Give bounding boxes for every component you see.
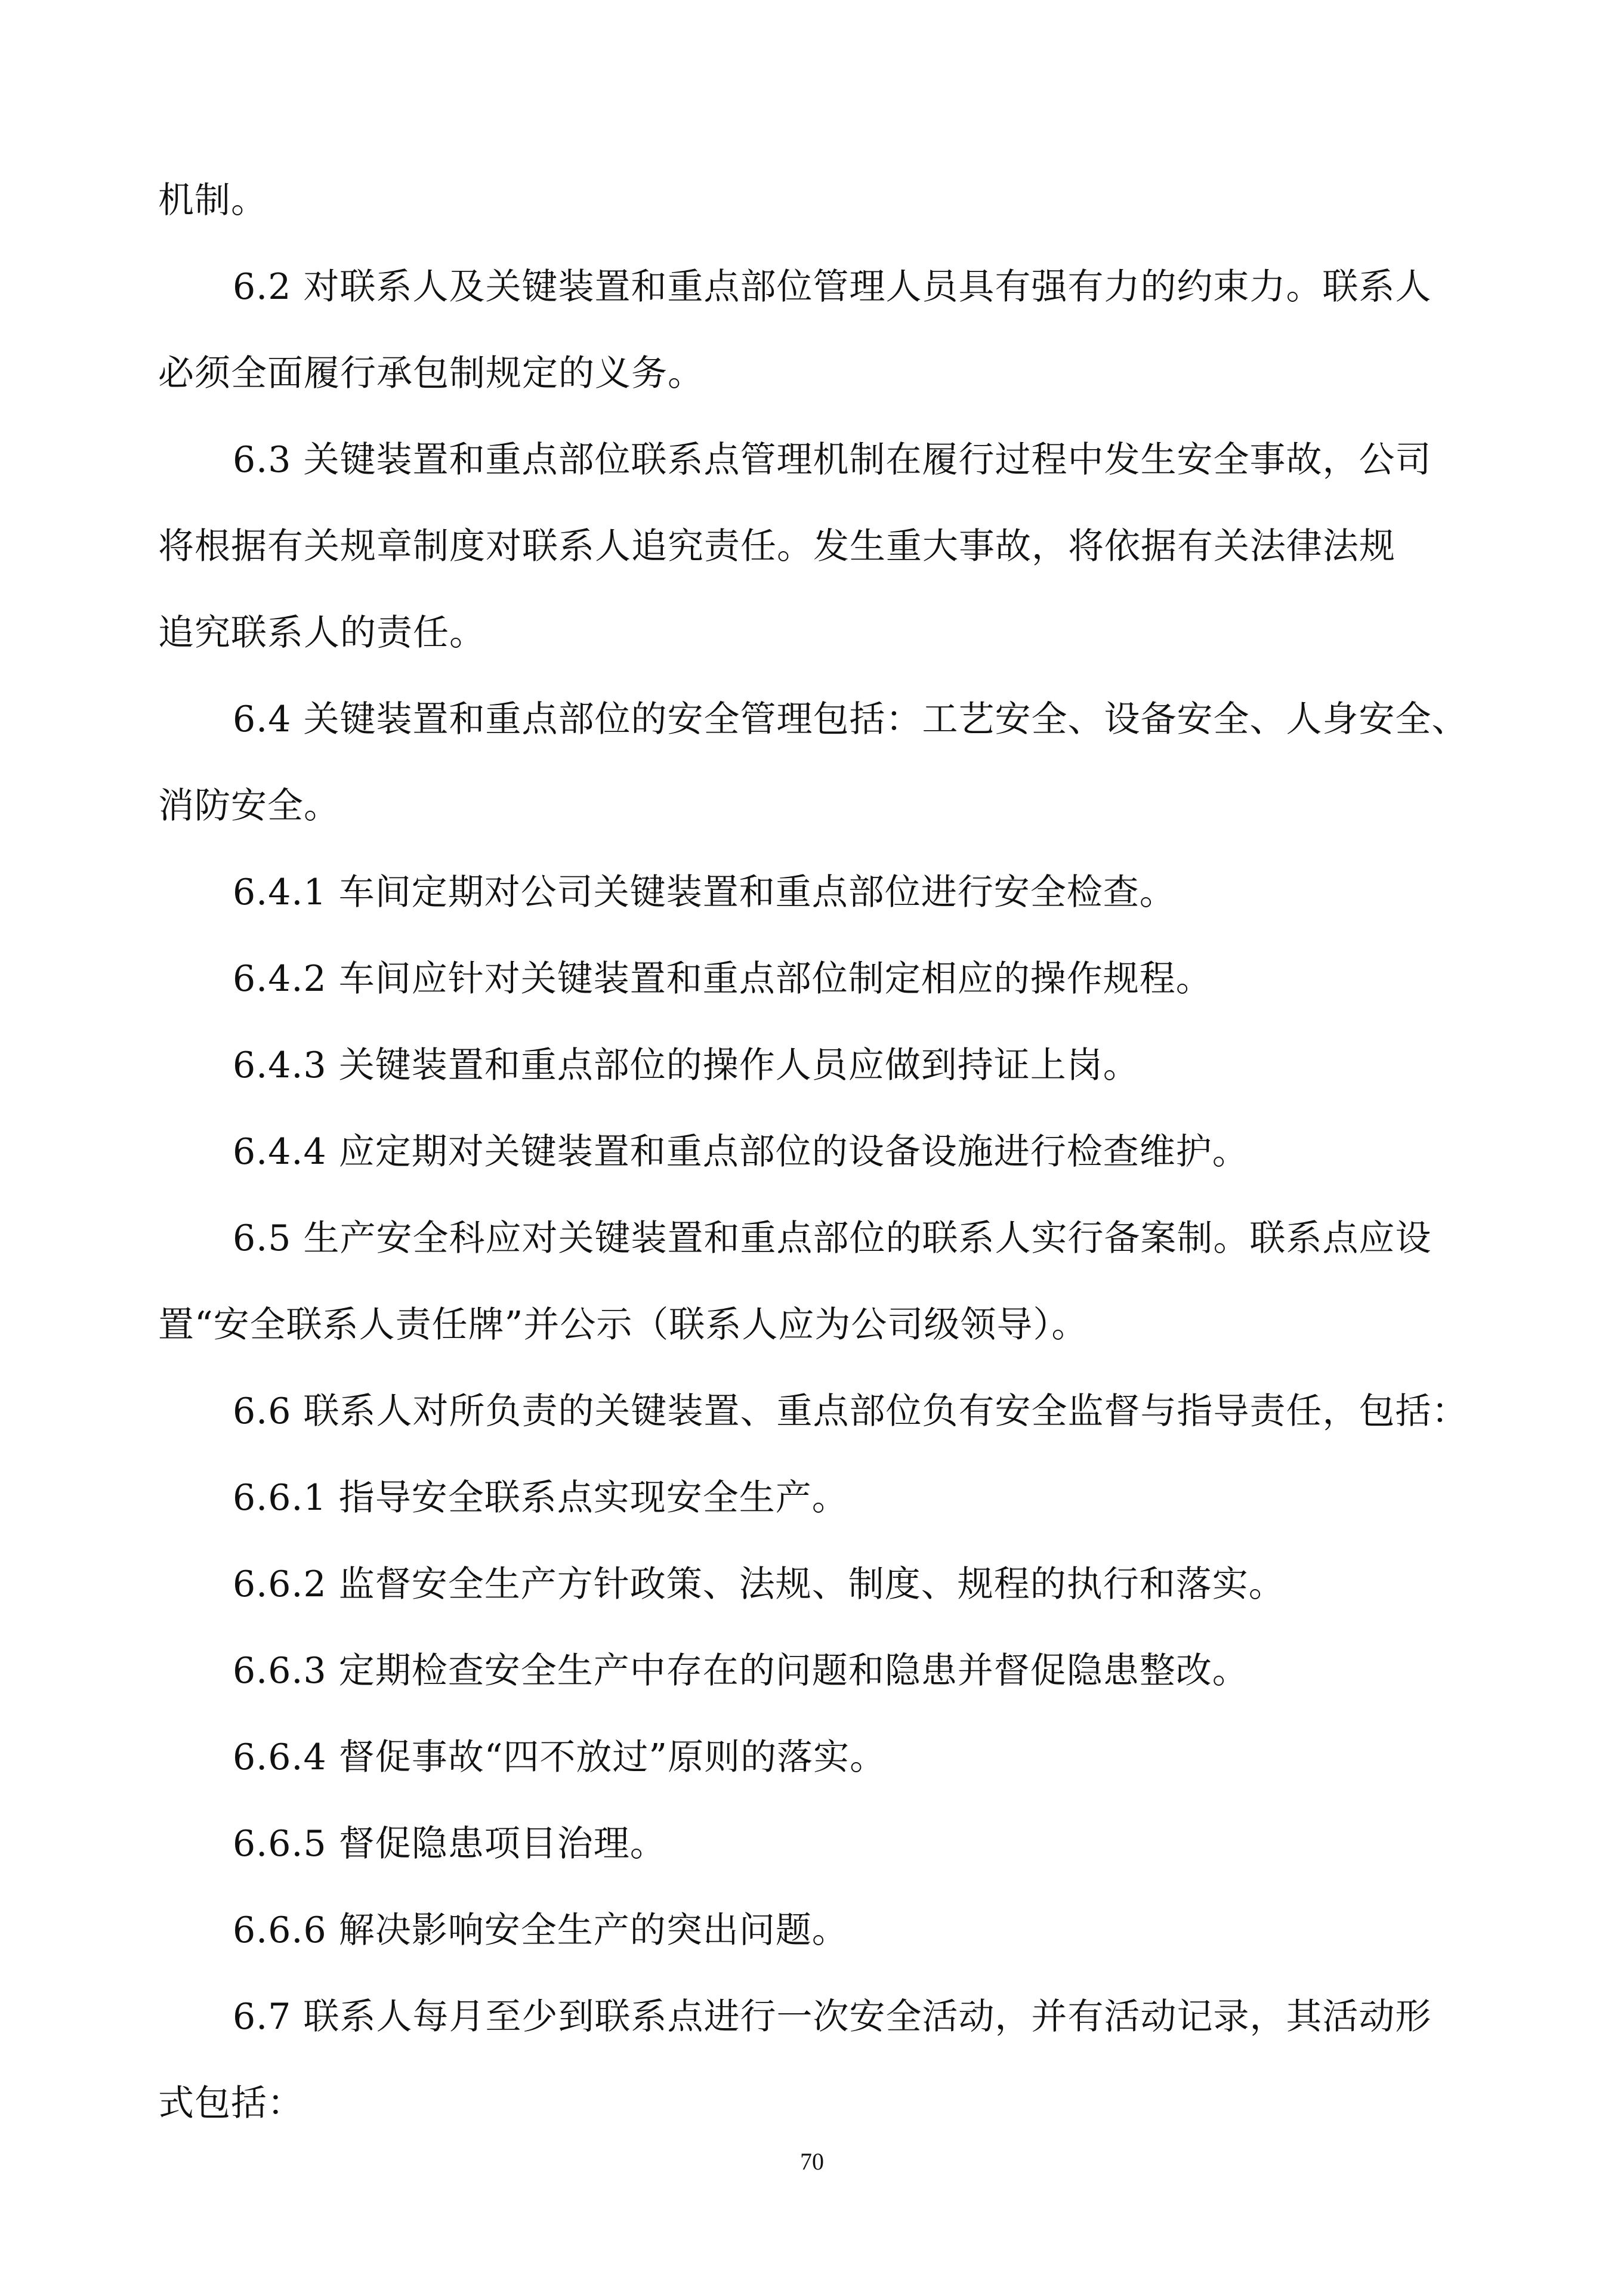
paragraph-6-4-1: 6.4.1 车间定期对公司关键装置和重点部位进行安全检查。 [233,872,1176,913]
paragraph-6-6-3: 6.6.3 定期检查安全生产中存在的问题和隐患并督促隐患整改。 [233,1650,1249,1692]
paragraph-6-4-3: 6.4.3 关键装置和重点部位的操作人员应做到持证上岗。 [233,1045,1140,1086]
page-number: 70 [800,2148,824,2175]
paragraph-6-6: 6.6 联系人对所负责的关键装置、重点部位负有安全监督与指导责任，包括： [233,1390,1468,1432]
paragraph-6-4: 6.4 关键装置和重点部位的安全管理包括：工艺安全、设备安全、人身安全、 [233,699,1468,740]
paragraph-6-3: 6.3 关键装置和重点部位联系点管理机制在履行过程中发生安全事故，公司 [233,439,1432,481]
text-line: 机制。 [158,180,267,221]
paragraph-6-7: 6.7 联系人每月至少到联系点进行一次安全活动，并有活动记录，其活动形 [233,1996,1432,2038]
text-line: 消防安全。 [158,785,340,827]
paragraph-6-6-4: 6.6.4 督促事故“四不放过”原则的落实。 [233,1736,887,1778]
paragraph-6-4-4: 6.4.4 应定期对关键装置和重点部位的设备设施进行检查维护。 [233,1131,1249,1173]
paragraph-6-4-2: 6.4.2 车间应针对关键装置和重点部位制定相应的操作规程。 [233,958,1212,1000]
text-line: 式包括： [158,2082,304,2124]
paragraph-6-6-2: 6.6.2 监督安全生产方针政策、法规、制度、规程的执行和落实。 [233,1563,1285,1605]
text-line: 追究联系人的责任。 [158,612,486,654]
paragraph-6-5: 6.5 生产安全科应对关键装置和重点部位的联系人实行备案制。联系点应设 [233,1217,1432,1259]
paragraph-6-6-6: 6.6.6 解决影响安全生产的突出问题。 [233,1909,848,1951]
text-line: 将根据有关规章制度对联系人追究责任。发生重大事故，将依据有关法律法规 [158,526,1395,567]
text-line: 置“安全联系人责任牌”并公示（联系人应为公司级领导）。 [158,1304,1088,1346]
paragraph-6-6-5: 6.6.5 督促隐患项目治理。 [233,1823,666,1865]
paragraph-6-2: 6.2 对联系人及关键装置和重点部位管理人员具有强有力的约束力。联系人 [233,266,1432,308]
paragraph-6-6-1: 6.6.1 指导安全联系点实现安全生产。 [233,1477,848,1519]
text-line: 必须全面履行承包制规定的义务。 [158,353,704,394]
